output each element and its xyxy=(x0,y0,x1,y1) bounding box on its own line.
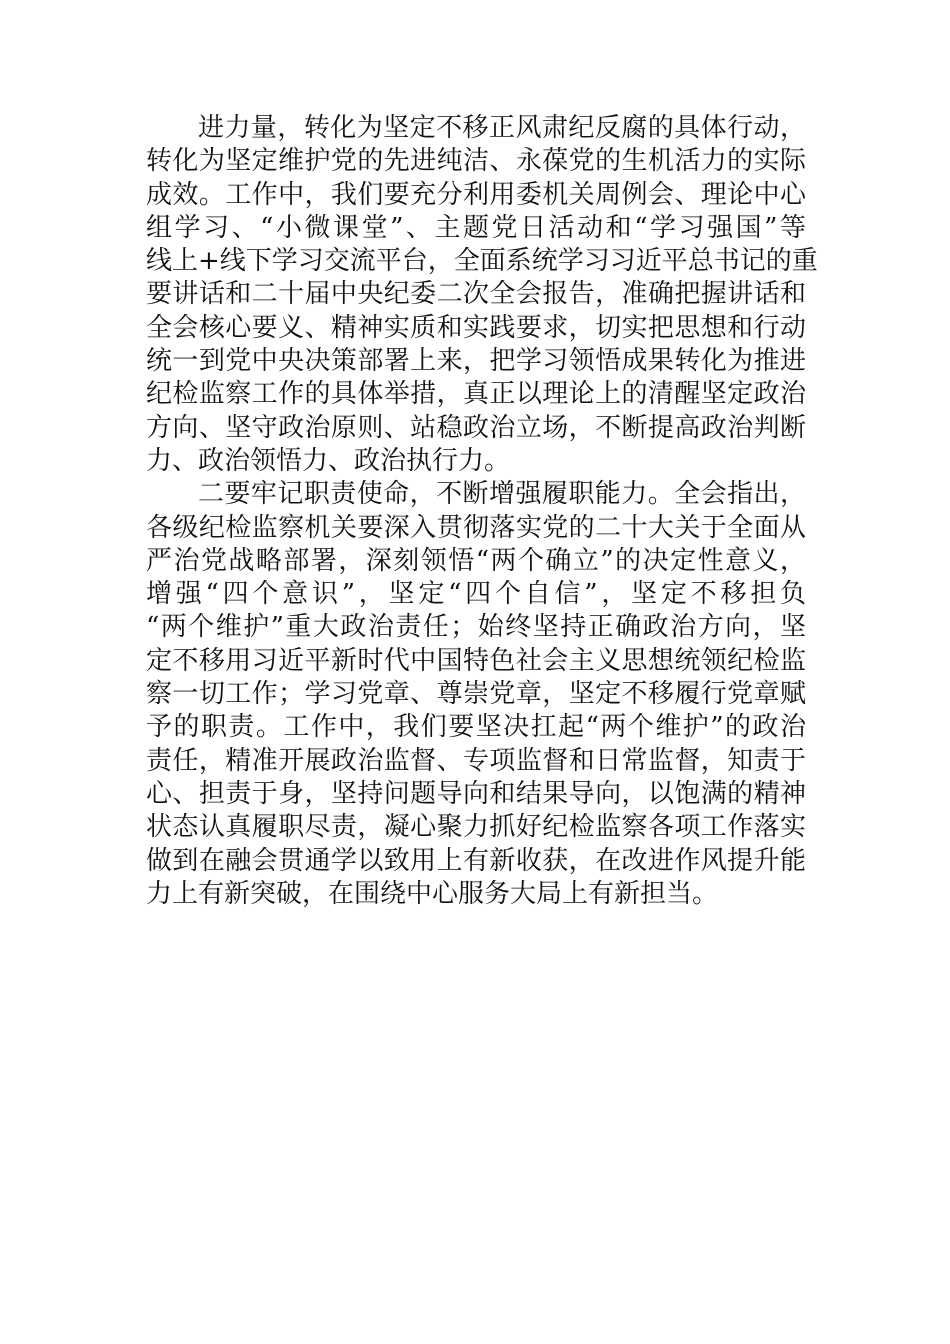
body-text xyxy=(146,112,818,911)
text-line: 力上有新突破，在围绕中心服务大局上有新担当。 xyxy=(146,878,719,909)
paragraph-2 xyxy=(146,478,806,911)
text-line: 予的职责。工作中，我们要坚决扛起“两个维护”的政治 xyxy=(146,712,806,743)
text-line: 纪检监察工作的具体举措，真正以理论上的清醒坚定政治 xyxy=(146,379,806,410)
text-line: 力、政治领悟力、政治执行力。 xyxy=(146,445,511,476)
text-line: 心、担责于身，坚持问题导向和结果导向，以饱满的精神 xyxy=(146,778,806,809)
text-line: 责任，精准开展政治监督、专项监督和日常监督，知责于 xyxy=(146,745,806,776)
text-line: 增强“四个意识”，坚定“四个自信”，坚定不移担负 xyxy=(146,579,806,610)
text-line: 进力量，转化为坚定不移正风肃纪反腐的具体行动， xyxy=(198,113,806,143)
text-line: 状态认真履职尽责，凝心聚力抓好纪检监察各项工作落实 xyxy=(146,812,806,843)
text-line: 全会核心要义、精神实质和实践要求，切实把思想和行动 xyxy=(146,312,806,343)
text-line: 线上+线下学习交流平台，全面系统学习习近平总书记的重 xyxy=(146,246,818,277)
text-line: 转化为坚定维护党的先进纯洁、永葆党的生机活力的实际 xyxy=(146,146,806,177)
text-line: 察一切工作；学习党章、尊崇党章，坚定不移履行党章赋 xyxy=(146,679,806,710)
text-line: 做到在融会贯通学以致用上有新收获，在改进作风提升能 xyxy=(146,845,806,876)
text-line: 严治党战略部署，深刻领悟“两个确立”的决定性意义， xyxy=(146,545,806,576)
text-line: 定不移用习近平新时代中国特色社会主义思想统领纪检监 xyxy=(146,645,806,676)
text-line: 各级纪检监察机关要深入贯彻落实党的二十大关于全面从 xyxy=(146,512,806,543)
paragraph-1 xyxy=(146,112,818,478)
text-line: 组学习、“小微课堂”、主题党日活动和“学习强国”等 xyxy=(146,212,806,243)
text-line: 要讲话和二十届中央纪委二次全会报告，准确把握讲话和 xyxy=(146,279,806,310)
text-line: 二要牢记职责使命，不断增强履职能力。全会指出， xyxy=(198,479,806,510)
text-line: 方向、坚守政治原则、站稳政治立场，不断提高政治判断 xyxy=(146,412,806,443)
text-line: “两个维护”重大政治责任；始终坚持正确政治方向，坚 xyxy=(146,612,806,643)
text-line: 统一到党中央决策部署上来，把学习领悟成果转化为推进 xyxy=(146,346,806,377)
text-line: 成效。工作中，我们要充分利用委机关周例会、理论中心 xyxy=(146,179,806,210)
